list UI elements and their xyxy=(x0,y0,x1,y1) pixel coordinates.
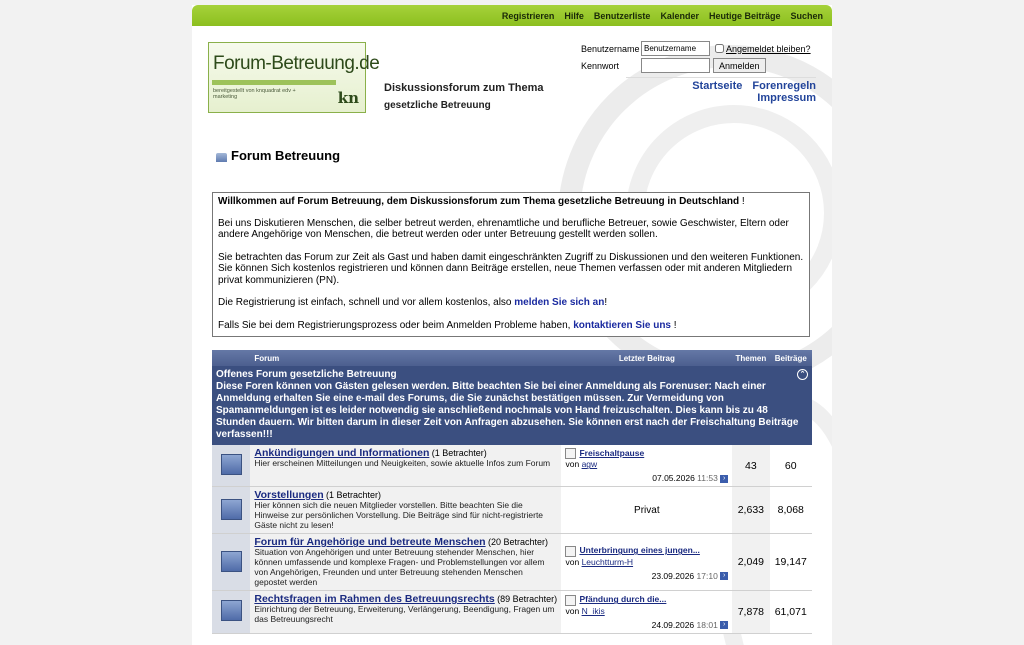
login-form xyxy=(581,40,811,74)
post-count: 60 xyxy=(770,445,812,487)
forum-title-link[interactable]: Rechtsfragen im Rahmen des Betreuungsrechts xyxy=(254,593,495,606)
last-post-user-link[interactable]: agw xyxy=(581,459,598,470)
forum-description: Situation von Angehörigen und unter Betreuung stehender Menschen, hier können umfassende und komplexe Fragen- und Problemstellungen vor allem von Angehörigen, Freunden und unter Betreuung stehenden Menschen gepostet werden xyxy=(254,547,545,588)
header-icon-col xyxy=(212,350,250,366)
forum-title-link[interactable]: Forum für Angehörige und betreute Menschen xyxy=(254,536,486,549)
category-name[interactable]: Offenes Forum gesetzliche Betreuung xyxy=(216,369,397,380)
nav-memberlist-link[interactable]: Benutzerliste xyxy=(593,10,651,21)
welcome-paragraph-2: Sie betrachten das Forum zur Zeit als Gast und haben damit eingeschränkten Zugriff zu Diskussionen und den weiteren Funktionen. Sie können Sich kostenlos registrieren und können dann Beiträge erstellen, neue Themen verfassen oder mit anderen Mitgliedern privat kommunizieren (PN). xyxy=(218,251,804,286)
password-input[interactable] xyxy=(641,58,710,73)
nav-todays-posts-link[interactable]: Heutige Beiträge xyxy=(708,10,781,21)
forum-rules-link[interactable]: Forenregeln xyxy=(752,80,816,92)
forum-viewers: (89 Betrachter) xyxy=(497,594,558,605)
thread-count: 2,633 xyxy=(732,487,769,534)
last-post-date: 24.09.2026 xyxy=(651,619,695,630)
logo-mark: kn xyxy=(337,89,359,107)
forum-title-link[interactable]: Ankündigungen und Informationen xyxy=(254,447,430,459)
forum-status-icon xyxy=(221,600,242,621)
thread-count: 43 xyxy=(732,445,769,487)
page xyxy=(192,5,832,645)
last-post-by-prefix: von xyxy=(565,605,582,616)
logo-title: Forum-Betreuung.de xyxy=(213,53,380,74)
tagline-line1: Diskussionsforum zum Thema xyxy=(384,82,544,94)
breadcrumb xyxy=(216,148,340,163)
thread-icon xyxy=(565,595,576,606)
nav-help-link[interactable]: Hilfe xyxy=(564,10,584,21)
nav-calendar-link[interactable]: Kalender xyxy=(660,10,699,21)
welcome-title: Willkommen auf Forum Betreuung, dem Diskussionsforum zum Thema gesetzliche Betreuung in Deutschland xyxy=(218,196,740,207)
username-label: Benutzername xyxy=(581,43,640,54)
last-post-user-link[interactable]: Leuchtturm-H xyxy=(581,556,634,567)
go-to-last-post-icon[interactable]: › xyxy=(720,621,728,629)
nav-register-link[interactable]: Registrieren xyxy=(501,10,555,21)
last-post-date: 07.05.2026 xyxy=(652,473,695,484)
logo-subtitle: bereitgestellt von knquadrat edv + marketing xyxy=(213,88,296,100)
forum-row-announcements xyxy=(212,445,812,487)
remember-me-label[interactable]: Angemeldet bleiben? xyxy=(726,43,811,54)
thread-count: 7,878 xyxy=(732,591,769,633)
site-logo[interactable] xyxy=(208,42,380,113)
forum-row-relatives xyxy=(212,534,812,591)
forum-row-introductions xyxy=(212,487,812,534)
breadcrumb-title: Forum Betreuung xyxy=(231,148,341,163)
go-to-last-post-icon[interactable]: › xyxy=(720,572,728,580)
category-description: Diese Foren können von Gästen gelesen werden. Bitte beachten Sie bei einer Anmeldung als Forenuser: Nach einer Anmeldung erhalten Sie eine e-mail des Forums, die Sie zunächst bestätigen müssen. Zur Vermeidung von Spamanmeldungen ist es leider notwendig sie anschließend nochmals von Hand freizuschalten. Dies kann bis zu 48 Stunden dauern. Wir bitten darum in dieser Zeit von Anfragen abzusehen. Sie können erst nach der Freischaltung Beiträge verfassen!!! xyxy=(216,381,799,440)
last-post-date: 23.09.2026 xyxy=(651,570,695,581)
forum-status-icon xyxy=(221,454,242,475)
last-post-time: 18:01 xyxy=(696,619,718,630)
remember-me-checkbox[interactable] xyxy=(715,44,724,53)
welcome-paragraph-1: Bei uns Diskutieren Menschen, die selber betreut werden, ehrenamtliche und berufliche Betreuer, sowie Geschwister, Eltern oder andere Angehörige von Menschen, die betreut werden oder unter Betreuung gestellt werden sollen. xyxy=(218,217,789,240)
forum-home-icon[interactable] xyxy=(216,153,227,162)
category-row xyxy=(212,366,812,445)
post-count: 19,147 xyxy=(770,534,812,591)
thread-icon xyxy=(565,448,576,459)
top-navbar xyxy=(192,5,832,26)
welcome-p4-end: ! xyxy=(671,319,677,331)
welcome-box xyxy=(212,192,810,337)
private-label: Privat xyxy=(561,487,732,534)
site-links xyxy=(626,77,816,104)
password-label: Kennwort xyxy=(581,60,620,71)
username-input[interactable] xyxy=(641,41,710,56)
last-post-title-link[interactable]: Unterbringung eines jungen... xyxy=(579,545,700,556)
site-tagline xyxy=(384,80,544,114)
forum-status-icon xyxy=(221,499,242,520)
login-button[interactable]: Anmelden xyxy=(713,58,766,73)
welcome-p4-text: Falls Sie bei dem Registrierungsprozess oder beim Anmelden Probleme haben, xyxy=(218,319,574,331)
welcome-title-end: ! xyxy=(739,196,745,207)
last-post-title-link[interactable]: Pfändung durch die... xyxy=(579,594,667,605)
forum-description: Hier können sich die neuen Mitglieder vorstellen. Bitte beachten Sie die Hinweise zur persönlichen Vorstellung. Die Beiträge sind für nicht-registrierte Gäste nicht zu lesen! xyxy=(254,500,544,531)
post-count: 8,068 xyxy=(770,487,812,534)
last-post-time: 11:53 xyxy=(697,473,718,484)
last-post-time: 17:10 xyxy=(696,570,718,581)
forum-viewers: (1 Betrachter) xyxy=(431,448,487,458)
collapse-icon[interactable]: ⌃ xyxy=(797,369,808,380)
forum-row-legal xyxy=(212,591,812,633)
register-link[interactable]: melden Sie sich an xyxy=(514,297,605,308)
tagline-line2: gesetzliche Betreuung xyxy=(384,100,491,111)
header-threads: Themen xyxy=(732,350,769,366)
nav-search-link[interactable]: Suchen xyxy=(790,10,823,21)
last-post-user-link[interactable]: N_ikis xyxy=(581,605,605,616)
last-post-by-prefix: von xyxy=(565,459,582,470)
contact-link[interactable]: kontaktieren Sie uns xyxy=(573,319,671,331)
welcome-p3-text: Die Registrierung ist einfach, schnell und vor allem kostenlos, also xyxy=(218,297,515,308)
go-to-last-post-icon[interactable]: › xyxy=(720,475,728,483)
imprint-link[interactable]: Impressum xyxy=(757,92,816,104)
forum-table xyxy=(212,350,812,634)
forum-description: Hier erscheinen Mitteilungen und Neuigkeiten, sowie aktuelle Infos zum Forum xyxy=(254,458,551,468)
forum-viewers: (20 Betrachter) xyxy=(487,537,548,548)
header-posts: Beiträge xyxy=(770,350,812,366)
header-forum: Forum xyxy=(250,350,561,366)
thread-icon xyxy=(565,546,576,557)
post-count: 61,071 xyxy=(770,591,812,633)
header-last-post: Letzter Beitrag xyxy=(561,350,732,366)
last-post-title-link[interactable]: Freischaltpause xyxy=(579,448,645,458)
thread-count: 2,049 xyxy=(732,534,769,591)
forum-viewers: (1 Betrachter) xyxy=(325,490,382,501)
welcome-p3-end: ! xyxy=(604,297,608,308)
forum-title-link[interactable]: Vorstellungen xyxy=(254,489,324,502)
last-post-by-prefix: von xyxy=(565,556,582,567)
forum-description: Einrichtung der Betreuung, Erweiterung, Verlängerung, Beendigung, Fragen um das Betreuungsrecht xyxy=(254,604,555,625)
forum-status-icon xyxy=(221,551,242,572)
home-link[interactable]: Startseite xyxy=(692,80,743,92)
logo-bar xyxy=(212,80,336,85)
